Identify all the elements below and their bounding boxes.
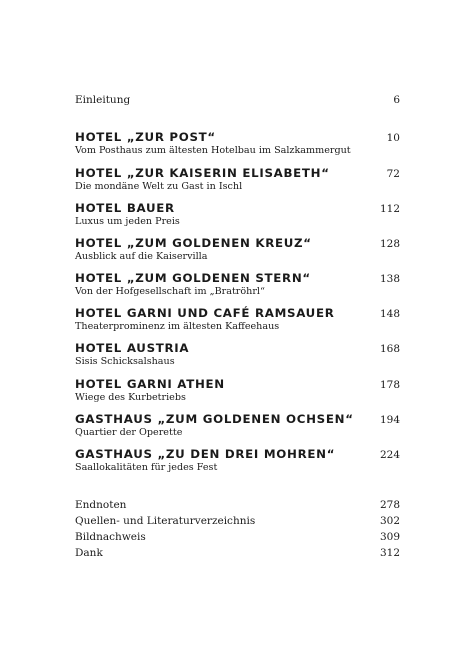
toc-chapter-1 xyxy=(75,130,400,157)
toc-chapter-7 xyxy=(75,341,400,368)
chapter-page: 168 xyxy=(379,343,400,355)
toc-chapter-8 xyxy=(75,377,400,404)
toc-entry-page: 309 xyxy=(379,531,400,543)
chapter-subtitle: Vom Posthaus zum ältesten Hotelbau im Salzkammergut xyxy=(75,145,351,156)
chapter-title: GASTHAUS „ZUM GOLDENEN OCHSEN“ xyxy=(75,412,354,426)
chapter-subtitle: Saallokalitäten für jedes Fest xyxy=(75,462,218,473)
chapter-page: 128 xyxy=(379,238,400,250)
chapter-title: HOTEL „ZUR KAISERIN ELISABETH“ xyxy=(75,166,330,180)
chapter-title: HOTEL GARNI ATHEN xyxy=(75,377,225,391)
toc-entry-title: Bildnachweis xyxy=(75,531,146,543)
chapter-page: 224 xyxy=(379,449,400,461)
toc-chapter-9 xyxy=(75,412,400,439)
toc-entry-title: Endnoten xyxy=(75,499,127,511)
chapter-page: 194 xyxy=(379,414,400,426)
chapter-subtitle: Von der Hofgesellschaft im „Bratröhrl“ xyxy=(75,286,265,297)
chapter-title: GASTHAUS „ZU DEN DREI MOHREN“ xyxy=(75,447,336,461)
chapter-title: HOTEL „ZUM GOLDENEN KREUZ“ xyxy=(75,236,312,250)
toc-chapter-6 xyxy=(75,306,400,333)
toc-entry-page: 302 xyxy=(379,515,400,527)
chapter-subtitle: Die mondäne Welt zu Gast in Ischl xyxy=(75,181,243,192)
toc-entry-endnotes xyxy=(75,499,400,511)
toc-entry-page: 278 xyxy=(379,499,400,511)
chapter-subtitle: Quartier der Operette xyxy=(75,427,183,438)
toc-entry-title: Dank xyxy=(75,547,103,559)
toc-entry-title: Quellen- und Literaturverzeichnis xyxy=(75,515,256,527)
toc-chapter-2 xyxy=(75,166,400,193)
toc-entry-page: 312 xyxy=(379,547,400,559)
toc-entry-acknowledgements xyxy=(75,547,400,559)
chapter-page: 72 xyxy=(386,168,400,180)
chapter-page: 178 xyxy=(379,379,400,391)
chapter-title: HOTEL GARNI UND CAFÉ RAMSAUER xyxy=(75,306,335,320)
chapter-title: HOTEL „ZUR POST“ xyxy=(75,130,216,144)
chapter-page: 138 xyxy=(379,273,400,285)
chapter-title: HOTEL BAUER xyxy=(75,201,175,215)
chapter-page: 148 xyxy=(379,308,400,320)
toc-chapter-3 xyxy=(75,201,400,228)
toc-chapter-4 xyxy=(75,236,400,263)
chapter-subtitle: Luxus um jeden Preis xyxy=(75,216,180,227)
toc-entry-page: 6 xyxy=(393,94,400,106)
toc-entry-intro xyxy=(75,94,400,107)
chapter-subtitle: Ausblick auf die Kaiservilla xyxy=(75,251,208,262)
chapter-subtitle: Sisis Schicksalshaus xyxy=(75,356,175,367)
toc-entry-sources xyxy=(75,515,400,527)
toc-entry-image-credits xyxy=(75,531,400,543)
chapter-page: 10 xyxy=(386,132,400,144)
chapter-page: 112 xyxy=(379,203,400,215)
chapter-title: HOTEL „ZUM GOLDENEN STERN“ xyxy=(75,271,311,285)
toc-chapter-10 xyxy=(75,447,400,474)
chapter-subtitle: Theaterprominenz im ältesten Kaffeehaus xyxy=(75,321,280,332)
toc-entry-title: Einleitung xyxy=(75,94,131,106)
toc-chapter-5 xyxy=(75,271,400,298)
chapter-subtitle: Wiege des Kurbetriebs xyxy=(75,392,186,403)
chapter-title: HOTEL AUSTRIA xyxy=(75,341,190,355)
